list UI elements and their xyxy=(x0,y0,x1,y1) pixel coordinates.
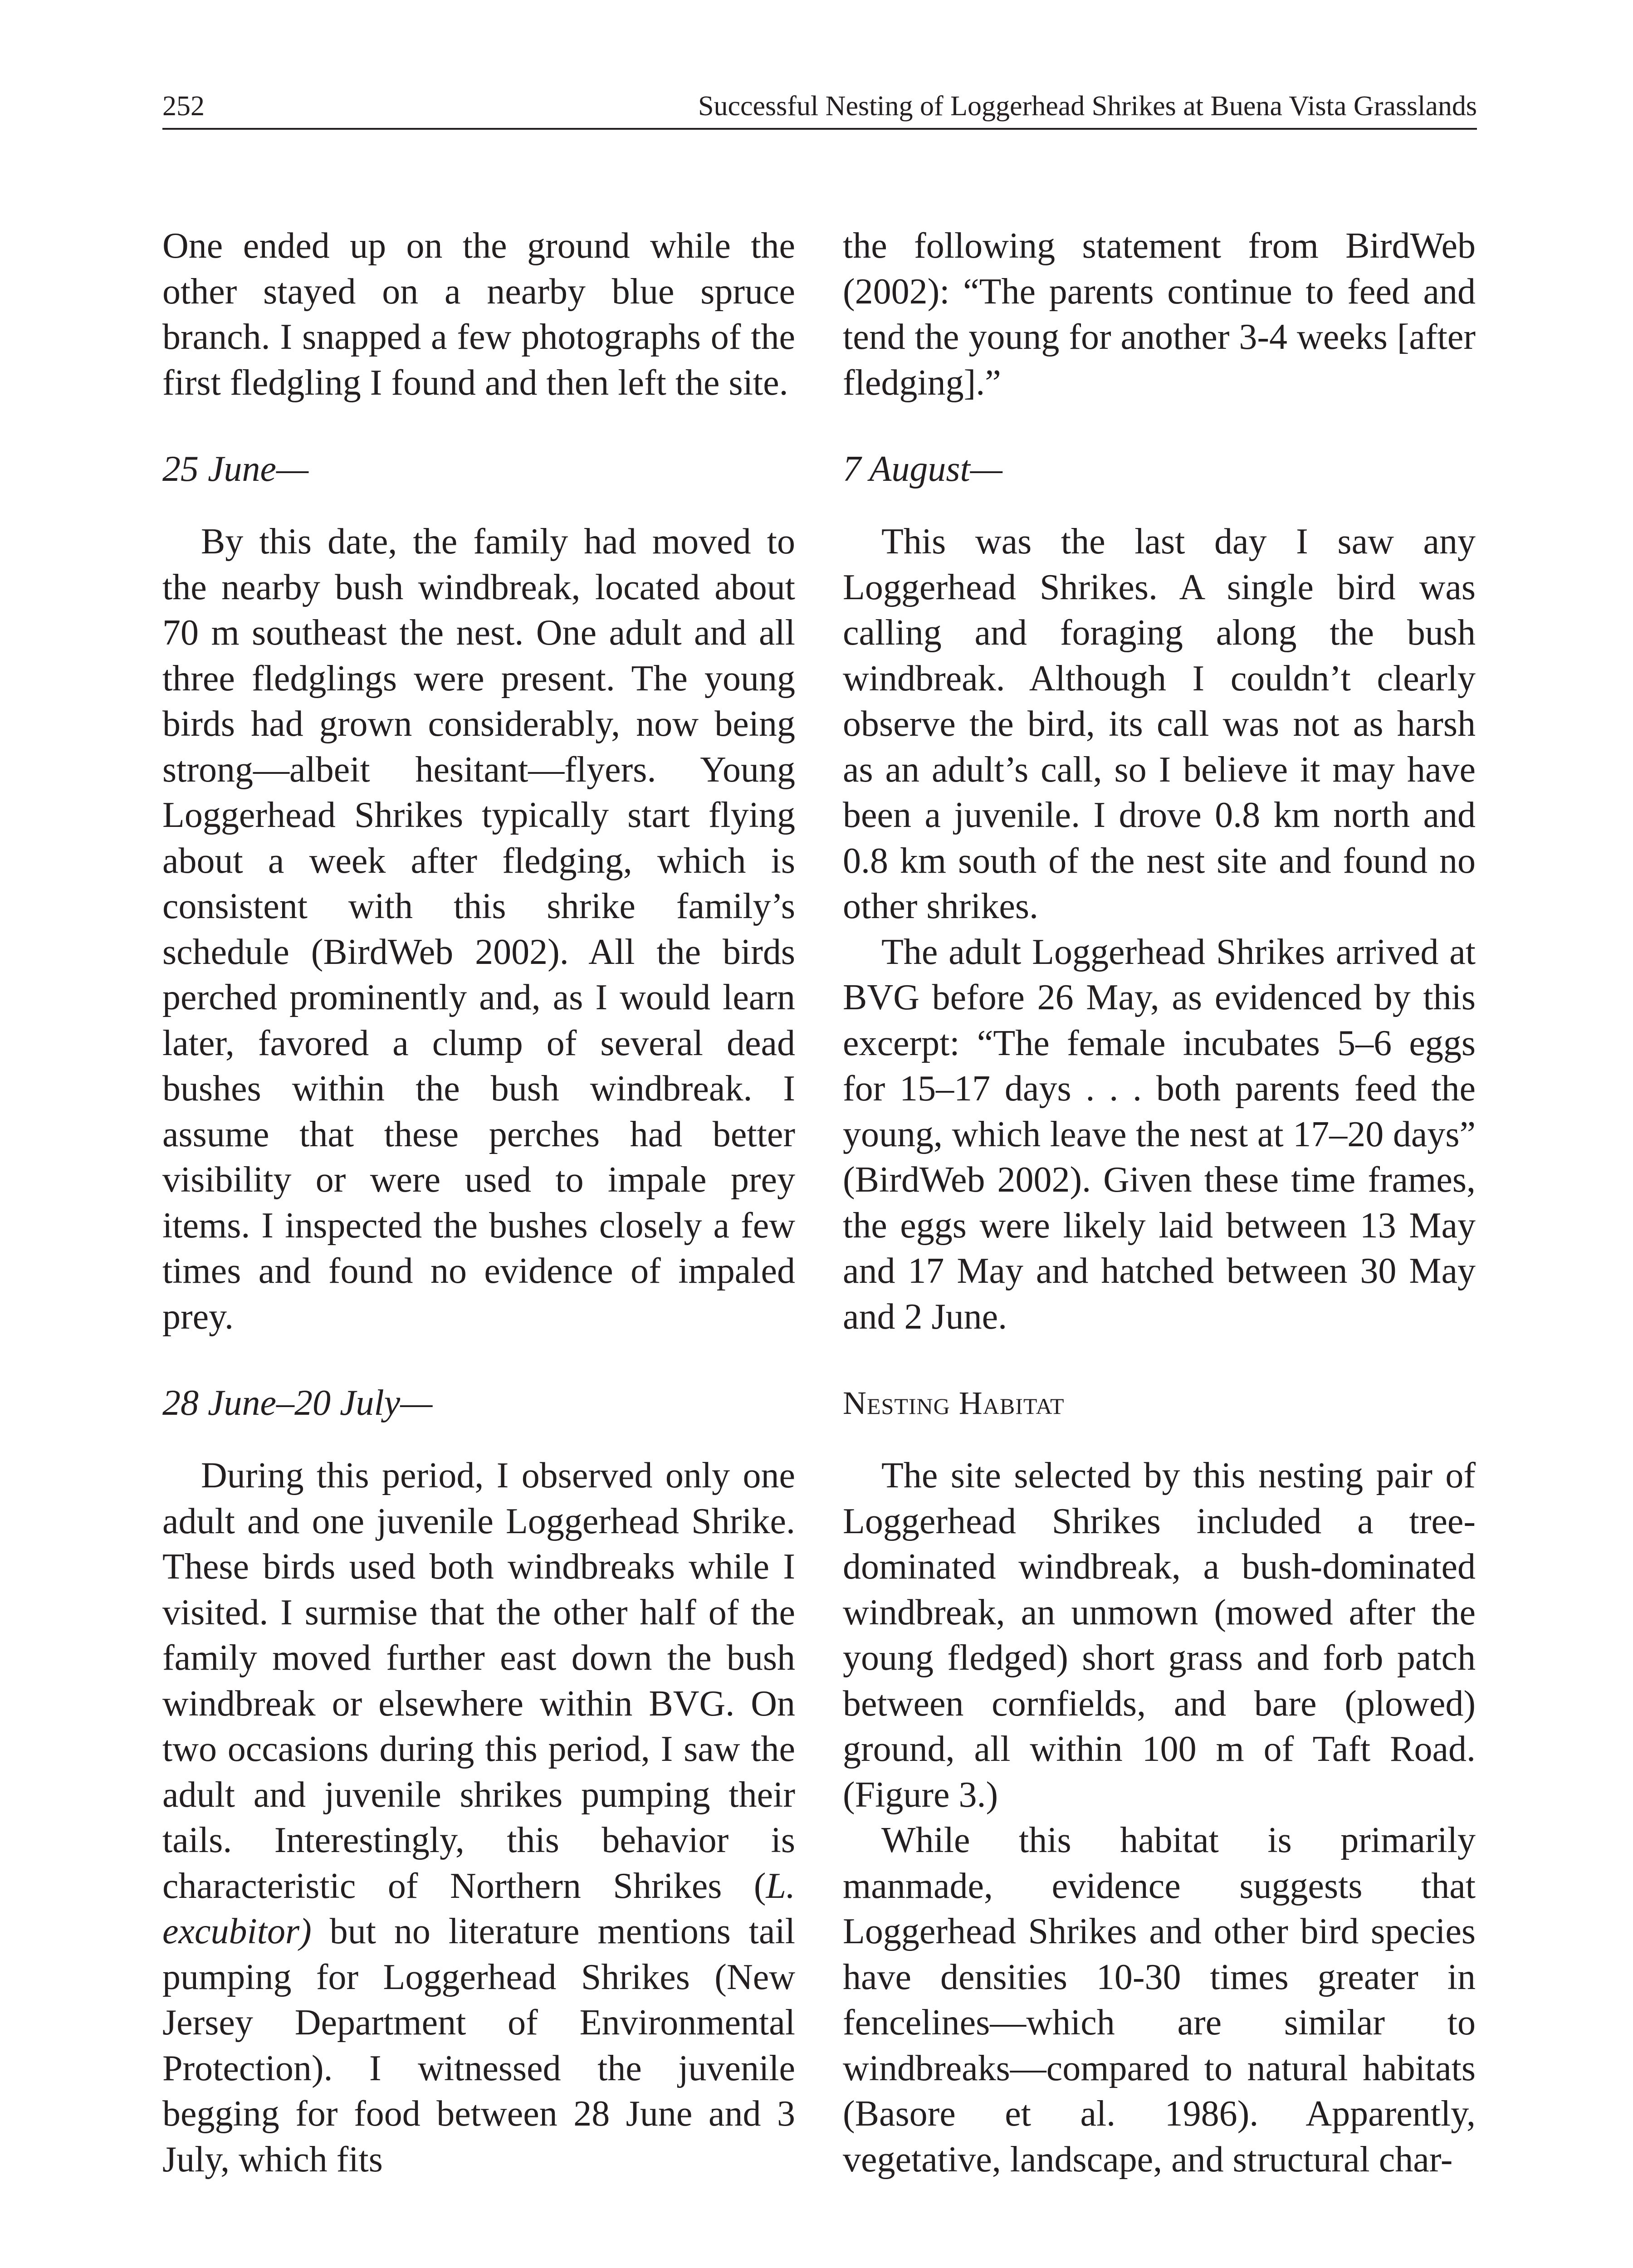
body-paragraph: The site selected by this nesting pair of Loggerhead Shrikes included a tree-dominated windbreak, a bush-dominated windbreak, an unmown (mowed after the young fledged) short grass and forb patch between cornfields, and bare (plowed) ground, all within 100 m of Taft Road. (Figure 3.) xyxy=(843,1456,1476,1815)
body-paragraph: This was the last day I saw any Loggerhead Shrikes. A single bird was calling and foraging along the bush windbreak. Although I couldn’t clearly observe the bird, its call was not as harsh as an adult’s call, so I believe it may have been a juvenile. I drove 0.8 km north and 0.8 km south of the nest site and found no other shrikes. xyxy=(843,522,1476,926)
body-paragraph: The adult Loggerhead Shrikes arrived at BVG before 26 May, as evidenced by this excerpt: “The female incubates 5–6 eggs for 15–17 days . . . both parents feed the young, which leave the nest at 17–20 days” (BirdWeb 2002). Given these time frames, the eggs were likely laid between 13 May and 17 May and hatched between 30 May and 2 June. xyxy=(843,932,1476,1337)
body-paragraph: One ended up on the ground while the other stayed on a nearby blue spruce branch. I snapped a few photographs of the first fledgling I found and then left the site. xyxy=(162,226,795,403)
page-number: 252 xyxy=(162,91,205,122)
section-heading xyxy=(843,1380,1476,1426)
body-paragraph: By this date, the family had moved to the nearby bush windbreak, located about 70 m southeast the nest. One adult and all three fledglings were present. The young birds had grown considerably, now being strong—albeit hesitant—flyers. Young Loggerhead Shrikes typically start flying about a week after fledging, which is consistent with this shrike family’s schedule (BirdWeb 2002). All the birds perched prominently and, as I would learn later, favored a clump of several dead bushes within the bush windbreak. I assume that these perches had better visibility or were used to impale prey items. I inspected the bushes closely a few times and found no evidence of impaled prey. xyxy=(162,522,795,1337)
body-paragraph: While this habitat is primarily manmade, evidence suggests that Loggerhead Shrikes and other bird species have densities 10-30 times greater in fencelines—which are similar to windbreaks—compared to natural habitats (Basore et al. 1986). Apparently, vegetative, landscape, and structural char- xyxy=(843,1820,1476,2180)
date-heading: 28 June–20 July— xyxy=(162,1383,433,1423)
body-paragraph: the following statement from BirdWeb (2002): “The parents continue to feed and tend the young for another 3-4 weeks [after fledging].” xyxy=(843,226,1476,403)
body-paragraph xyxy=(162,1453,795,2182)
section-heading-text: Nesting Habitat xyxy=(843,1385,1065,1421)
running-head xyxy=(162,86,1477,130)
right-column xyxy=(843,223,1476,2182)
body-text: During this period, I observed only one adult and one juvenile Loggerhead Shrike. These birds used both windbreaks while I visited. I surmise that the other half of the family moved further east down the bush windbreak or elsewhere within BVG. On two occasions during this period, I saw the adult and juvenile shrikes pumping their tails. Interestingly, this behavior is characteristic of Northern Shrikes ( xyxy=(162,1456,795,1906)
date-heading: 25 June— xyxy=(162,449,309,489)
body-text: but no literature mentions tail pumping for Loggerhead Shrikes (New Jersey Department of Environmental Protection). I witnessed the juvenile begging for food between 28 June and 3 July, which fits xyxy=(162,1911,795,2180)
running-title: Successful Nesting of Loggerhead Shrikes at Buena Vista Grasslands xyxy=(698,91,1477,122)
left-column xyxy=(162,223,795,2182)
species-name: L. excubitor) xyxy=(162,1866,795,1951)
date-heading: 7 August— xyxy=(843,449,1002,489)
